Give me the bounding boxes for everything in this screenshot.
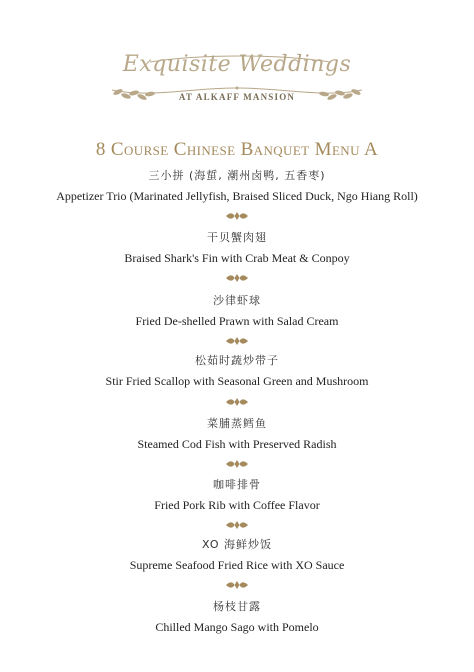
- fleuron-ornament-icon: [225, 459, 249, 469]
- course-english-name: Braised Shark's Fin with Crab Meat & Conpoy: [124, 251, 350, 265]
- fleuron-ornament-icon: [225, 520, 249, 530]
- course-chinese-name: 咖啡排骨: [213, 478, 261, 491]
- course-item: [0, 477, 474, 514]
- fleuron-ornament-icon: [225, 336, 249, 346]
- course-chinese-name: 三小拼 (海蜇, 潮州卤鸭, 五香枣): [148, 169, 326, 182]
- brand-logo: [0, 48, 474, 120]
- course-chinese-name: 菜脯蒸鳕鱼: [207, 417, 267, 430]
- course-english-name: Supreme Seafood Fried Rice with XO Sauce: [129, 558, 345, 572]
- brand-script-title: Exquisite Weddings: [122, 52, 352, 77]
- fleuron-ornament-icon: [225, 580, 249, 590]
- course-item: [0, 293, 474, 330]
- brand-subtitle: AT ALKAFF MANSION: [178, 92, 296, 102]
- course-chinese-name: 杨枝甘露: [213, 600, 261, 613]
- course-item: [0, 168, 474, 205]
- course-chinese-name: 沙律虾球: [213, 294, 261, 307]
- course-chinese-name: 松茹时蔬炒带子: [195, 354, 279, 367]
- course-chinese-name: 干贝蟹肉翅: [207, 231, 267, 244]
- course-english-name: Steamed Cod Fish with Preserved Radish: [137, 437, 337, 451]
- menu-title: 8 Course Chinese Banquet Menu A: [95, 139, 379, 160]
- course-english-name: Stir Fried Scallop with Seasonal Green and Mushroom: [105, 374, 369, 388]
- fleuron-ornament-icon: [225, 211, 249, 221]
- course-chinese-name: XO 海鲜炒饭: [202, 538, 272, 551]
- course-english-name: Chilled Mango Sago with Pomelo: [155, 620, 319, 634]
- course-item: [0, 416, 474, 453]
- course-item: [0, 353, 474, 390]
- course-item: [0, 599, 474, 636]
- fleuron-ornament-icon: [225, 397, 249, 407]
- course-item: [0, 537, 474, 574]
- course-english-name: Fried De-shelled Prawn with Salad Cream: [135, 314, 339, 328]
- course-english-name: Appetizer Trio (Marinated Jellyfish, Braised Sliced Duck, Ngo Hiang Roll): [56, 189, 418, 203]
- course-english-name: Fried Pork Rib with Coffee Flavor: [154, 498, 320, 512]
- fleuron-ornament-icon: [225, 273, 249, 283]
- course-item: [0, 230, 474, 267]
